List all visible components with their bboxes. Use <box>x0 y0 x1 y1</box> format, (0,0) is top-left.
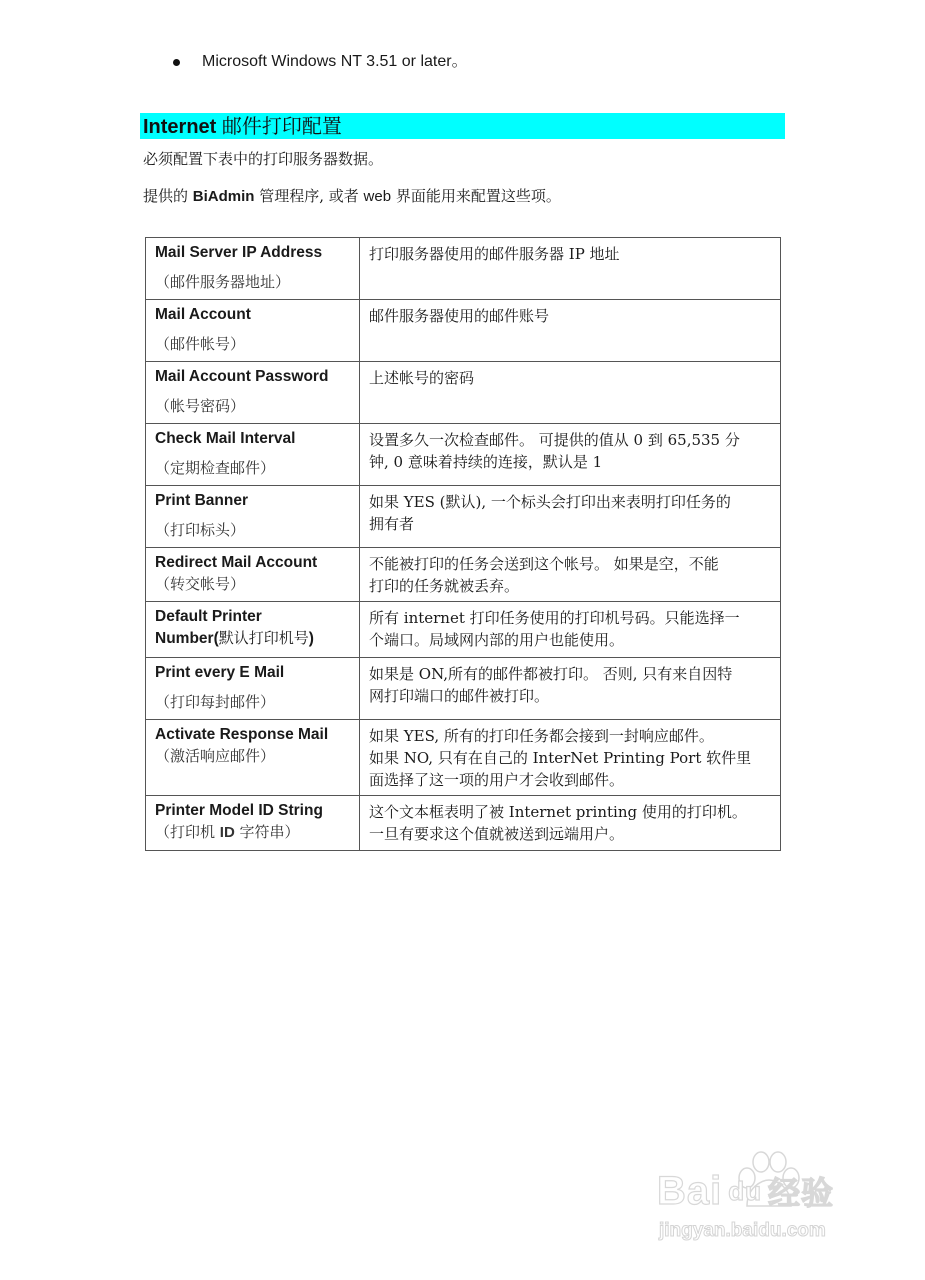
table-row <box>146 548 781 602</box>
desc-line: 不能被打印的任务会送到这个帐号。 如果是空，不能 <box>369 555 719 573</box>
desc-cell <box>360 720 781 796</box>
key-zh <box>155 821 350 844</box>
baidu-jingyan-watermark <box>655 1140 885 1240</box>
text-fragment: （打印机 <box>155 823 220 841</box>
key-cell <box>146 658 360 720</box>
key-cell <box>146 238 360 300</box>
desc-line: 面选择了这一项的用户才会收到邮件。 <box>369 771 625 789</box>
section-title-zh: 邮件打印配置 <box>221 114 342 138</box>
key-en: Mail Account Password <box>155 368 329 385</box>
key-en: Print Banner <box>155 492 249 509</box>
section-heading <box>140 113 785 139</box>
desc-line: 设置多久一次检查邮件。 可提供的值从 0 到 65,535 分 <box>369 431 740 449</box>
desc-line: 网打印端口的邮件被打印。 <box>369 687 550 705</box>
watermark-brand <box>657 1168 834 1214</box>
desc-line: 一旦有要求这个值就被送到远端用户。 <box>369 825 625 843</box>
key-zh: （邮件服务器地址） <box>155 273 291 291</box>
web-label: web <box>363 188 392 205</box>
key-en: Default Printer <box>155 608 262 625</box>
desc-line: 打印服务器使用的邮件服务器 IP 地址 <box>369 245 620 263</box>
key-en: Check Mail Interval <box>155 430 296 447</box>
desc-line: 如果 YES, 所有的打印任务都会接到一封响应邮件。 <box>369 727 714 745</box>
desc-cell <box>360 362 781 424</box>
desc-line: 拥有者 <box>369 515 415 533</box>
key-cell <box>146 602 360 658</box>
desc-cell <box>360 658 781 720</box>
text-fragment: 界面能用来配置这些项。 <box>391 187 561 205</box>
key-zh: （打印标头） <box>155 521 246 539</box>
key-en-line2 <box>155 627 350 650</box>
table-row <box>146 720 781 796</box>
desc-line: 个端口。局域网内部的用户也能使用。 <box>369 631 625 649</box>
text-fragment: ) <box>308 630 314 647</box>
watermark-url: jingyan.baidu.com <box>659 1220 826 1241</box>
desc-cell <box>360 486 781 548</box>
key-cell <box>146 362 360 424</box>
table-row <box>146 796 781 851</box>
key-cell <box>146 548 360 602</box>
key-en: Print every E Mail <box>155 664 285 681</box>
text-fragment: 字符串） <box>234 823 300 841</box>
desc-line: 如果是 ON,所有的邮件都被打印。 否则, 只有来自因特 <box>369 665 733 683</box>
text-fragment: 管理程序, 或者 <box>254 187 364 205</box>
bullet-item <box>173 52 468 72</box>
key-zh-inline: 默认打印机号 <box>218 629 309 647</box>
brand-text: Bai <box>657 1169 723 1213</box>
table-row <box>146 658 781 720</box>
table-row <box>146 486 781 548</box>
key-en: Printer Model ID String <box>155 802 323 819</box>
intro-paragraph: 必须配置下表中的打印服务器数据。 <box>143 150 384 168</box>
desc-line: 如果 NO, 只有在自己的 InterNet Printing Port 软件里 <box>369 749 752 767</box>
section-title-en: Internet <box>143 116 217 138</box>
key-zh: （邮件帐号） <box>155 335 246 353</box>
desc-line: 所有 internet 打印任务使用的打印机号码。只能选择一 <box>369 609 740 627</box>
key-en: Mail Account <box>155 306 251 323</box>
key-cell <box>146 424 360 486</box>
bullet-icon <box>173 59 180 66</box>
key-zh: （打印每封邮件） <box>155 693 276 711</box>
key-zh: （转交帐号） <box>155 575 246 593</box>
desc-cell <box>360 424 781 486</box>
key-zh: （帐号密码） <box>155 397 246 415</box>
key-cell <box>146 300 360 362</box>
desc-line: 如果 YES (默认), 一个标头会打印出来表明打印任务的 <box>369 493 731 511</box>
table-row <box>146 300 781 362</box>
desc-line: 上述帐号的密码 <box>369 369 475 387</box>
key-cell <box>146 796 360 851</box>
text-fragment: 提供的 <box>143 187 193 205</box>
bullet-text: Microsoft Windows NT 3.51 or later。 <box>202 53 468 70</box>
key-cell <box>146 720 360 796</box>
desc-cell <box>360 300 781 362</box>
desc-line: 钟, 0 意味着持续的连接，默认是 1 <box>369 453 603 471</box>
text-fragment: Number( <box>155 630 219 647</box>
key-cell <box>146 486 360 548</box>
brand-zh: 经验 <box>768 1175 835 1211</box>
key-en: Activate Response Mail <box>155 726 329 743</box>
desc-line: 这个文本框表明了被 Internet printing 使用的打印机。 <box>369 803 747 821</box>
desc-cell <box>360 548 781 602</box>
key-en: Mail Server IP Address <box>155 244 323 261</box>
id-label: ID <box>219 824 235 841</box>
biadmin-label: BiAdmin <box>192 188 255 205</box>
desc-line: 打印的任务就被丢弃。 <box>369 577 520 595</box>
config-table <box>145 237 781 851</box>
table-row <box>146 238 781 300</box>
tools-paragraph <box>143 186 561 207</box>
desc-cell <box>360 796 781 851</box>
key-zh: （定期检查邮件） <box>155 459 276 477</box>
desc-cell <box>360 602 781 658</box>
desc-line: 邮件服务器使用的邮件账号 <box>369 307 550 325</box>
table-row <box>146 362 781 424</box>
table-row <box>146 424 781 486</box>
brand-du: du <box>728 1176 763 1206</box>
key-zh: （激活响应邮件） <box>155 747 276 765</box>
key-en: Redirect Mail Account <box>155 554 318 571</box>
desc-cell <box>360 238 781 300</box>
table-row <box>146 602 781 658</box>
